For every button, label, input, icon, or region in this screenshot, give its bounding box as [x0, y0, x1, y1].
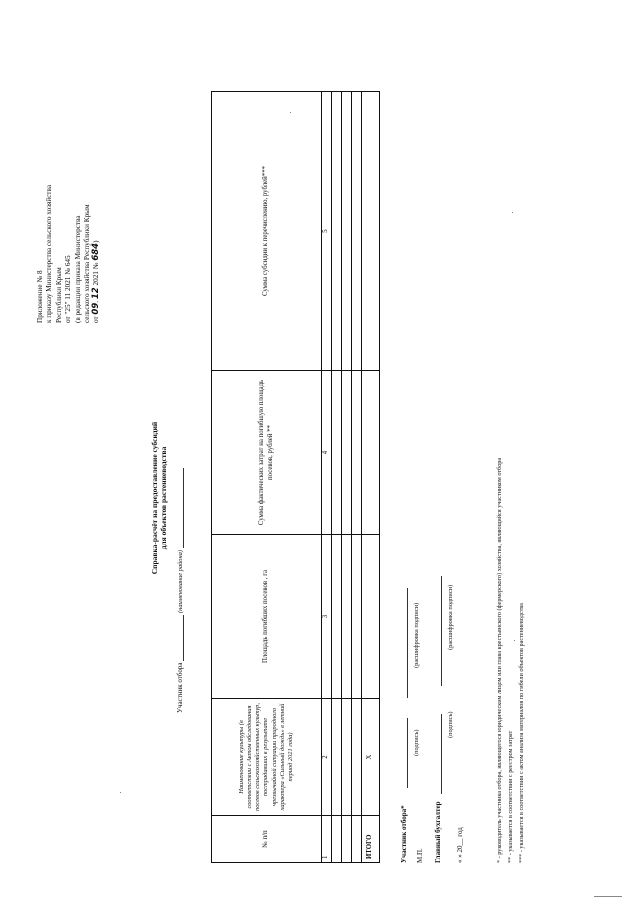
table-cell — [352, 535, 362, 699]
header-cell: Наименование культуры (в соответствии с Актом обследования посевов сельскохозяйственных культур, пострадавших в результате чрезвычайной ситуации природного характера «Сильный дождь» в летний период 2021 года) — [212, 699, 322, 816]
signature-blank — [407, 718, 408, 788]
rotated-page — [28, 88, 618, 878]
appendix-line: сельского хозяйства Республики Крым — [83, 204, 92, 323]
stamp-mark: М.П. — [416, 848, 424, 863]
table-cell — [352, 92, 362, 371]
table-cell — [362, 371, 380, 535]
table-cell: 1 — [322, 816, 332, 863]
date-line: « » 20__ год — [456, 827, 464, 863]
table-row — [342, 92, 352, 863]
appendix-line: к приказу Министерства сельского хозяйства — [45, 184, 54, 323]
accountant-signature-line — [434, 576, 442, 863]
table-cell — [332, 371, 342, 535]
title-line: для объектов растениеводства — [159, 446, 168, 550]
subsidy-table — [211, 91, 380, 863]
table-cell — [332, 92, 342, 371]
total-mark: Х — [362, 699, 380, 816]
table-cell: 4 — [322, 371, 332, 535]
appendix-block — [36, 185, 102, 323]
document-title — [150, 118, 168, 878]
table-total-row — [362, 92, 380, 863]
selection-blank — [183, 468, 184, 548]
participant-signature-line — [400, 588, 408, 863]
table-cell — [342, 371, 352, 535]
table-row — [322, 92, 332, 863]
appendix-line: Приложение № 8 — [36, 270, 44, 323]
signature-blank — [441, 576, 442, 686]
handwritten-day: 09 — [91, 302, 102, 315]
footnote: *** - указывается в соответствии с актом анализа материалов по гибели объектов растениеводства — [518, 603, 525, 863]
header-cell: Площадь погибших посевов , га — [212, 535, 322, 699]
scan-edge-mark — [594, 896, 622, 897]
footnote: * - руководитель участника отбора, являющегося юридическим лицом или глава крестьянского (фермерского) хозяйства, являющийся участником отбора — [496, 457, 503, 863]
total-label: ИТОГО — [362, 816, 380, 863]
table-cell — [362, 92, 380, 371]
handwritten-month: 12 — [91, 287, 102, 300]
footnote: ** - указывается в соответствии с реестром затрат — [507, 730, 514, 863]
selection-hint: (наименование района) — [177, 549, 184, 613]
participant-label: Участник отбора* — [400, 805, 408, 863]
title-line: Справка-расчёт на предоставление субсидий — [150, 421, 159, 575]
table-cell: 5 — [322, 92, 332, 371]
accountant-label: Главный бухгалтер — [434, 801, 442, 863]
header-cell: № п/п — [212, 816, 322, 863]
table-cell — [332, 816, 342, 863]
table-cell — [332, 535, 342, 699]
table-row — [332, 92, 342, 863]
signature-blank — [441, 714, 442, 794]
decode-caption: (расшифровка подписи) — [447, 584, 454, 650]
table-cell — [342, 816, 352, 863]
decode-caption: (расшифровка подписи) — [413, 602, 420, 668]
appendix-line-handwritten: от 09. 12 2021 № 684) — [91, 240, 102, 323]
header-cell: Сумма фактических затрат на погибшую площадь посевов, рублей ** — [212, 371, 322, 535]
sign-caption: (подпись) — [447, 711, 454, 738]
selection-blank — [183, 615, 184, 661]
table-cell — [352, 371, 362, 535]
table-cell — [352, 699, 362, 816]
selection-line — [176, 468, 184, 713]
signature-blank — [407, 588, 408, 698]
table-cell: 2 — [322, 699, 332, 816]
table-cell — [342, 699, 352, 816]
table-cell: 3 — [322, 535, 332, 699]
sign-caption: (подпись) — [413, 729, 420, 756]
table-header-row — [212, 92, 322, 863]
table-cell — [352, 816, 362, 863]
handwritten-number: 684 — [91, 242, 102, 261]
table-cell — [342, 92, 352, 371]
table-cell — [332, 699, 342, 816]
header-cell: Сумма субсидии к перечислению, рублей*** — [212, 92, 322, 371]
appendix-line: (в редакции приказа Министерства — [73, 215, 82, 323]
appendix-line: от "25" 11 2021 № 645 — [64, 255, 73, 323]
table-cell — [342, 535, 352, 699]
table-cell — [362, 535, 380, 699]
appendix-line: Республики Крым — [54, 267, 63, 323]
table-row — [352, 92, 362, 863]
selection-label: Участник отбора — [176, 662, 184, 713]
